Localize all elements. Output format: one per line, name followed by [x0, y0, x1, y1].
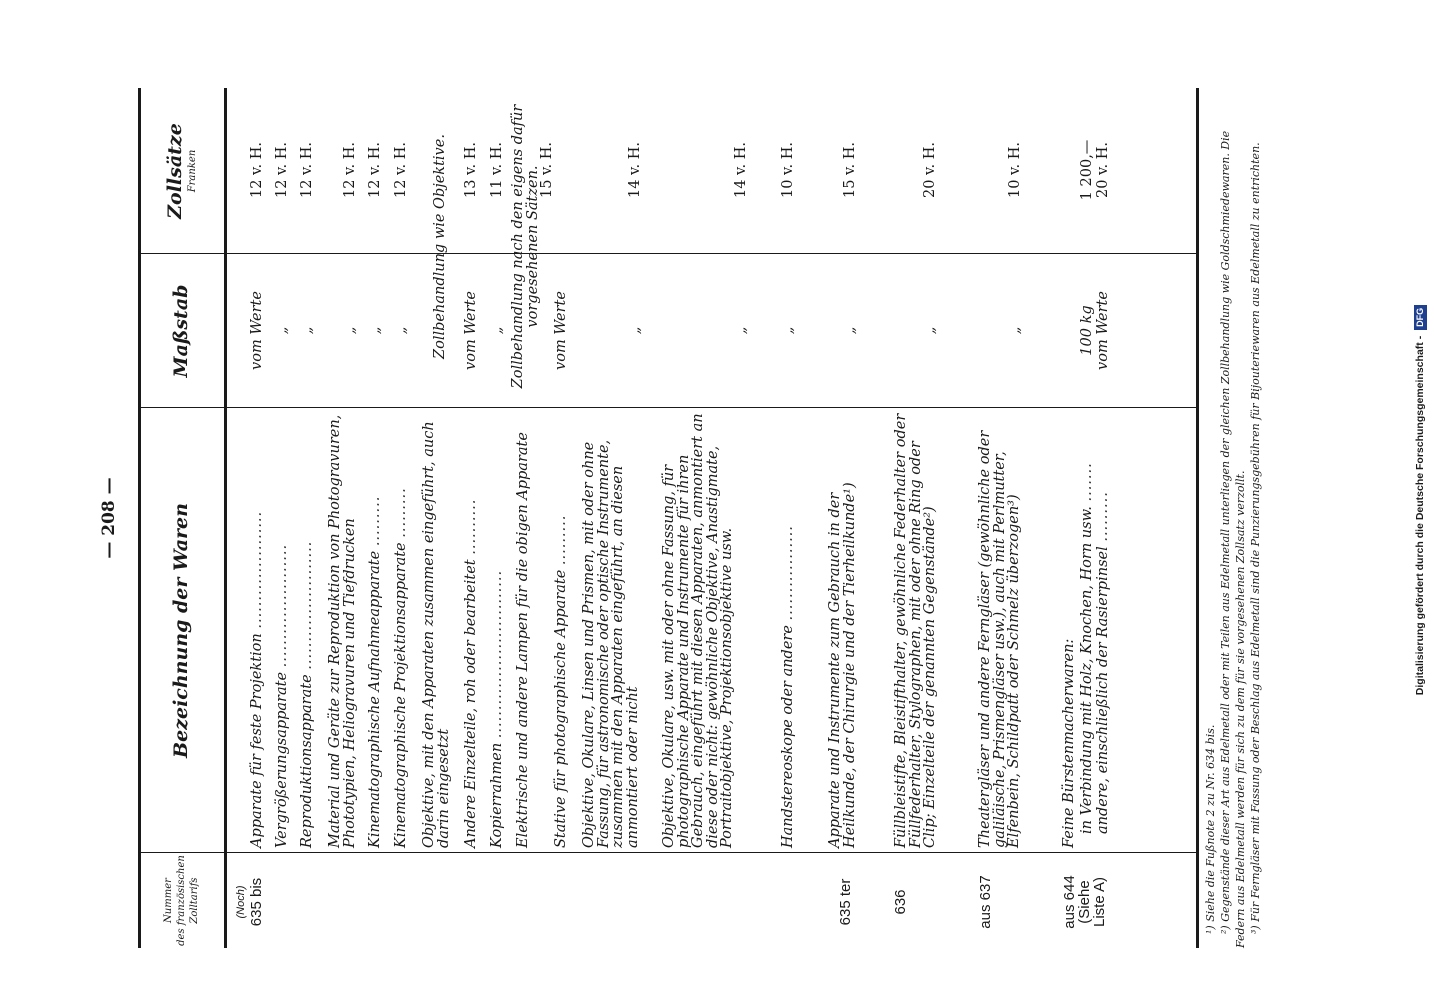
table-row-measure: „ [627, 326, 643, 335]
table-row-measure: „ [342, 326, 358, 335]
tariff-number: (Noch) 635 bis [235, 877, 265, 927]
table-row-measure: „ [393, 326, 409, 335]
table-row-description: Elektrische und andere Lampen für die obigen Apparate [515, 432, 531, 848]
table-row-description: Handstereoskope oder andere ................. [780, 525, 796, 848]
rotated-page [98, 88, 1323, 948]
table-row-measure: „ [842, 326, 858, 335]
table-row-measure: „ [922, 326, 938, 335]
digitization-credit [1405, 0, 1434, 1000]
table-row-description: Kinematographische Projektionsapparate ......... [393, 487, 409, 848]
table-row-measure: vom Werte [249, 291, 265, 370]
table-row-description: Objektive, Okulare, usw. mit oder ohne Fassung, für photographische Apparate und Instrumente für ihren Gebrauch, eingeführt mit diesen Apparaten, anmontiert an diese oder nicht: gewöhnliche Objektive, Anastigmate, Portraitobjektive, Projektionsobjektive usw. [661, 413, 735, 848]
table-row-description: Apparate für feste Projektion ..................... [249, 510, 265, 848]
header-rule [224, 88, 227, 948]
credit-text: Digitalisierung gefördert durch die Deutsche Forschungsgemeinschaft - [1414, 335, 1426, 696]
table-row-description: Vergrößerungsapparate ...................... [274, 543, 290, 848]
table-row-description: Apparate und Instrumente zum Gebrauch in der Heilkunde, der Chirurgie und der Tierheilkunde¹) [827, 482, 858, 848]
table-row-rate: 15 v. H. [539, 142, 555, 199]
table-row-rate: 1 200,— [1079, 139, 1095, 201]
table-row-rate: 20 v. H. [1095, 142, 1111, 199]
table-row-measure: vom Werte [463, 291, 479, 370]
tariff-number: aus 644 (Siehe Liste A) [1061, 875, 1108, 929]
table-row-rate: 14 v. H. [733, 142, 749, 199]
table-row-measure: „ [733, 326, 749, 335]
footnote: ³) Für Ferngläser mit Fassung oder Beschlag aus Edelmetall sind die Punzierungsgebühren für Bijouteriewaren aus Edelmetall zu entrichten. [1249, 142, 1262, 934]
table-row-description: Material und Geräte zur Reproduktion von Photogravuren, Phototypien, Heliogravuren und Tiefdrucken [327, 414, 358, 848]
table-row-rate: 12 v. H. [299, 142, 315, 199]
table-row-description: Kinematographische Aufnahmeapparate ......... [367, 495, 383, 848]
table-row-measure: „ [489, 326, 505, 335]
table-row-measure: „ [1007, 326, 1023, 335]
table-row-measure: „ [367, 326, 383, 335]
header-rates: Zollsätze Franken [163, 123, 198, 219]
table-row-subitem: in Verbindung mit Holz, Knochen, Horn usw. ....... [1079, 462, 1095, 834]
table-row-description: Reproduktionsapparate ....................... [299, 540, 315, 848]
table-row-measure: 100 kg [1079, 305, 1095, 356]
tariff-number: 636 [892, 889, 909, 915]
table-row-measure: „ [299, 326, 315, 335]
table-row-description: Füllbleistifte, Bleistifthalter, gewöhnliche Federhalter oder Füllfederhalter, Stylographen, mit oder ohne Ring oder Clip; Einzelteile der genannten Gegenstände²) [893, 413, 938, 848]
tariff-table [138, 88, 1218, 948]
column-rule [138, 253, 1198, 254]
table-bottom-rule [1196, 88, 1199, 948]
table-row-rate: 13 v. H. [463, 142, 479, 199]
table-row-rate: 15 v. H. [842, 142, 858, 199]
table-row-measure: „ [274, 326, 290, 335]
table-row-description: Stative für photographische Apparate ......... [553, 514, 569, 848]
table-row-description: Objektive, Okulare, Linsen und Prismen, mit oder ohne Fassung, für astronomische oder optische Instrumente, zusammen mit den Apparaten eingeführt, an diesen anmontiert oder nicht [581, 439, 641, 848]
column-rule [138, 852, 1198, 853]
page-number: — 208 — [99, 477, 119, 559]
table-row-rate: 20 v. H. [922, 142, 938, 199]
table-row-rate: 12 v. H. [367, 142, 383, 199]
table-row-rate: 10 v. H. [780, 142, 796, 199]
tariff-number: aus 637 [977, 875, 994, 929]
table-row-measure: vom Werte [553, 291, 569, 370]
table-row-description: Kopierrahmen .............................. [489, 569, 505, 848]
table-row-rate: 12 v. H. [393, 142, 409, 199]
tariff-number: 635 ter [837, 878, 854, 926]
table-row-rate: 10 v. H. [1007, 142, 1023, 199]
table-row-rate: 12 v. H. [342, 142, 358, 199]
table-row-description: Andere Einzelteile, roh oder bearbeitet .......... [463, 498, 479, 848]
table-row-rate: 12 v. H. [249, 142, 265, 199]
footnote: ¹) Siehe die Fußnote 2 zu Nr. 634 bis. [1204, 724, 1217, 934]
header-description: Bezeichnung der Waren [170, 503, 192, 758]
table-row-measure: vom Werte [1095, 291, 1111, 370]
header-measure: Maßstab [170, 284, 192, 378]
table-row-treatment: Zollbehandlung nach den eigens dafür vorgesehenen Sätzen. [510, 104, 541, 389]
table-row-rate: 14 v. H. [627, 142, 643, 199]
footnote: ²) Gegenstände dieser Art aus Edelmetall oder mit Teilen aus Edelmetall unterliegen der gleichen Zollbehandlung wie Goldschmiedewaren. Die Federn aus Edelmetall werden für sich zu dem für sie vorgesehenen Zollsatz verzollt. [1219, 130, 1247, 948]
table-row-rate: 11 v. H. [489, 142, 505, 199]
footnotes [1203, 88, 1263, 948]
table-row-treatment: Zollbehandlung wie Objektive. [432, 134, 448, 359]
table-row-subitem: andere, einschließlich der Rasierpinsel ......... [1095, 491, 1111, 834]
table-row-description: Feine Bürstenmacherwaren: [1061, 638, 1077, 848]
table-row-description: Theatergläser und andere Ferngläser (gewöhnliche oder galiläische, Prismengläser usw.), auch mit Perlmutter, Elfenbein, Schildpatt oder Schmelz überzogen³) [977, 430, 1022, 848]
table-row-description: Objektive, mit den Apparaten zusammen eingeführt, auch darin eingesetzt [421, 421, 452, 848]
header-number: Nummer des französischen Zolltarifs [162, 855, 200, 946]
table-row-measure: „ [780, 326, 796, 335]
table-row-rate: 12 v. H. [274, 142, 290, 199]
dfg-logo: DFG [1414, 305, 1427, 330]
